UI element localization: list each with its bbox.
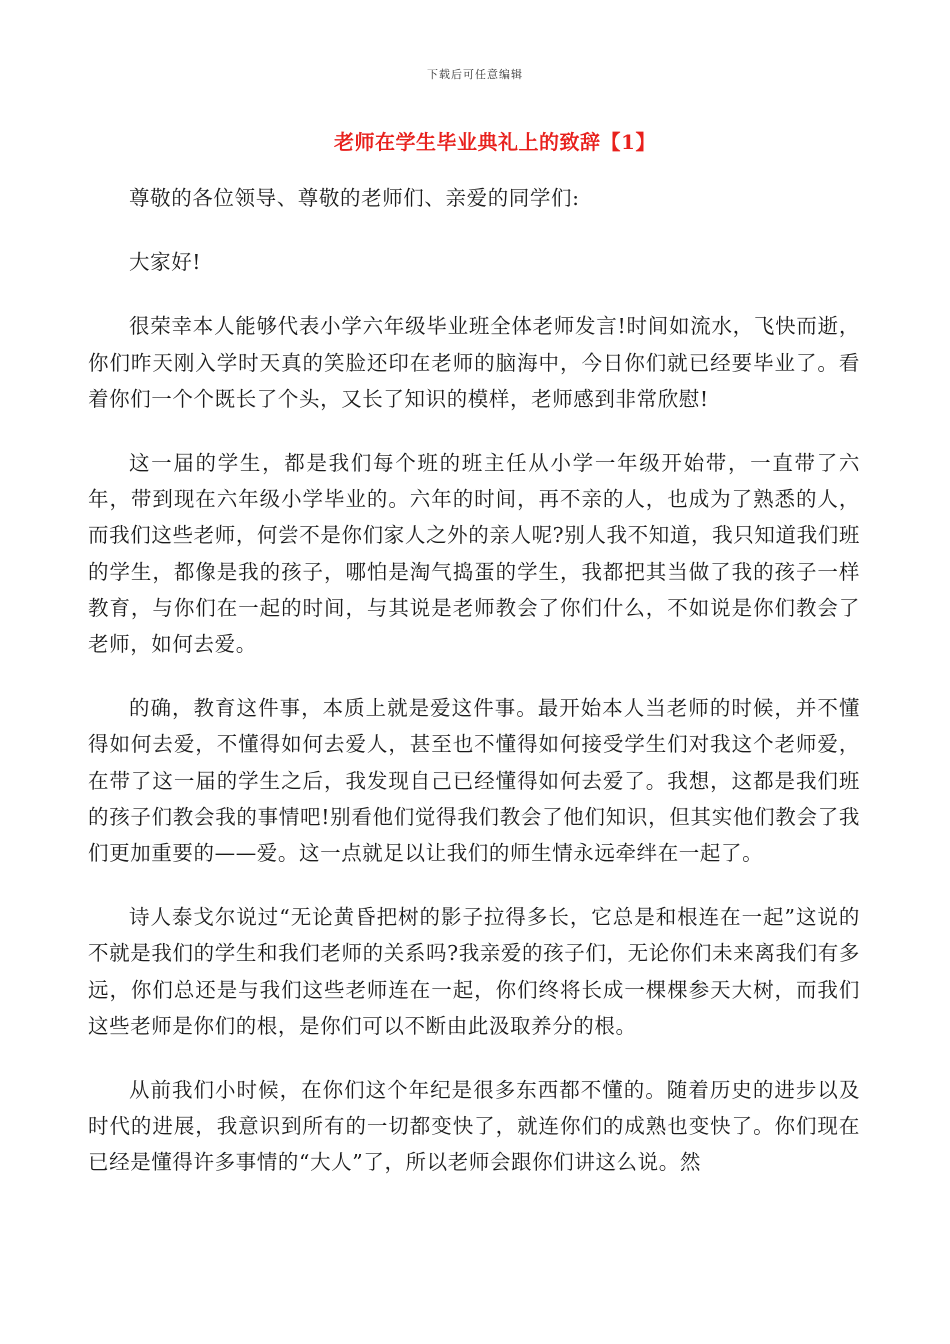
paragraph-2: 这一届的学生，都是我们每个班的班主任从小学一年级开始带，一直带了六年，带到现在六年级小学毕业的。六年的时间，再不亲的人，也成为了熟悉的人，而我们这些老师，何尝不是你们家人之外的亲人呢?别人我不知道，我只知道我们班的学生，都像是我的孩子，哪怕是淘气捣蛋的学生，我都把其当做了我的孩子一样教育，与你们在一起的时间，与其说是老师教会了你们什么，不如说是你们教会了老师，如何去爱。 bbox=[88, 451, 860, 657]
paragraph-salutation: 尊敬的各位领导、尊敬的老师们、亲爱的同学们: bbox=[129, 186, 580, 210]
paragraph-3: 的确，教育这件事，本质上就是爱这件事。最开始本人当老师的时候，并不懂得如何去爱，不懂得如何去爱人，甚至也不懂得如何接受学生们对我这个老师爱，在带了这一届的学生之后，我发现自己已经懂得如何去爱了。我想，这都是我们班的孩子们教会我的事情吧!别看他们觉得我们教会了他们知识，但其实他们教会了我们更加重要的——爱。这一点就足以让我们的师生情永远牵绊在一起了。 bbox=[88, 696, 860, 866]
document-title: 老师在学生毕业典礼上的致辞【1】 bbox=[334, 130, 656, 154]
paragraph-greeting: 大家好! bbox=[129, 250, 202, 275]
paragraph-1: 很荣幸本人能够代表小学六年级毕业班全体老师发言!时间如流水，飞快而逝，你们昨天刚入学时天真的笑脸还印在老师的脑海中，今日你们就已经要毕业了。看着你们一个个既长了个头，又长了知识的模样，老师感到非常欣慰! bbox=[88, 314, 860, 411]
paragraph-5: 从前我们小时候，在你们这个年纪是很多东西都不懂的。随着历史的进步以及时代的进展，我意识到所有的一切都变快了，就连你们的成熟也变快了。你们现在已经是懂得许多事情的“大人”了，所以老师会跟你们讲这么说。然 bbox=[88, 1078, 860, 1175]
document-body bbox=[88, 180, 860, 1209]
page-header: 下载后可任意编辑 bbox=[427, 68, 523, 81]
paragraph-4: 诗人泰戈尔说过“无论黄昏把树的影子拉得多长，它总是和根连在一起”这说的不就是我们的学生和我们老师的关系吗?我亲爱的孩子们，无论你们未来离我们有多远，你们总还是与我们这些老师连在一起，你们终将长成一棵棵参天大树，而我们这些老师是你们的根，是你们可以不断由此汲取养分的根。 bbox=[88, 905, 860, 1038]
